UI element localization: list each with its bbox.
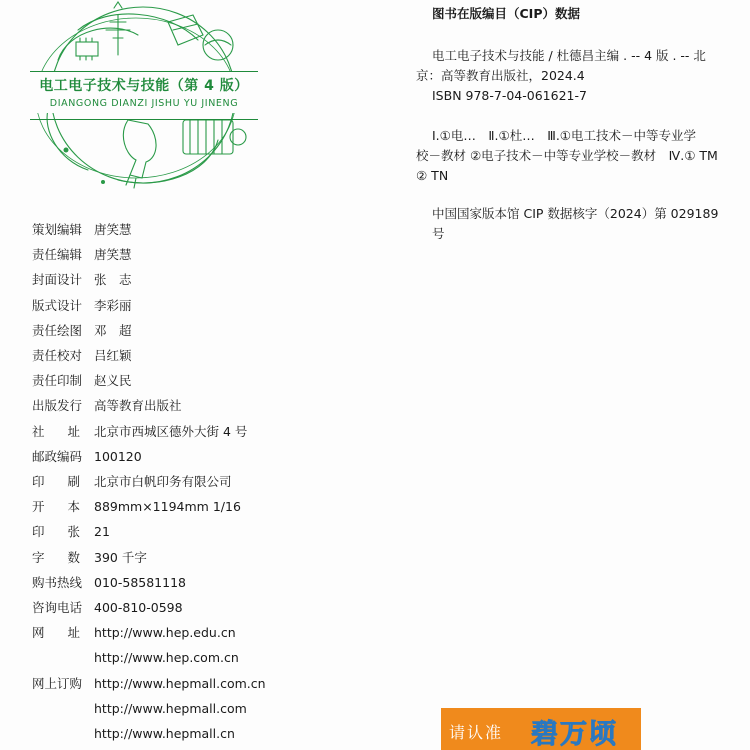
- credit-value: 100120: [94, 448, 142, 464]
- book-title: 电工电子技术与技能（第 4 版）: [39, 78, 249, 94]
- credit-label: 责任印制: [32, 373, 83, 389]
- credit-value: 邓 超: [94, 322, 132, 338]
- credit-row: [32, 524, 110, 540]
- credit-row: [32, 449, 142, 465]
- credit-row: [32, 348, 132, 364]
- credit-label: 印张: [32, 524, 80, 540]
- credit-row: [32, 726, 235, 742]
- credit-label: 封面设计: [32, 272, 83, 288]
- credit-value: 张 志: [94, 272, 132, 288]
- stamp-big-text: 碧万顷: [531, 719, 618, 750]
- credit-value: 唐笑慧: [94, 222, 132, 237]
- credit-value: 400-810-0598: [94, 600, 183, 615]
- credit-label: 开本: [32, 499, 80, 515]
- credit-row: [32, 575, 186, 591]
- credit-row: [32, 272, 132, 288]
- credit-label: 责任绘图: [32, 322, 83, 338]
- credit-row: [32, 323, 132, 339]
- cip-block: [416, 4, 732, 244]
- credit-value: 21: [94, 524, 110, 540]
- credit-value: http://www.hepmall.com: [94, 700, 247, 716]
- credit-row: [32, 676, 266, 692]
- credit-label: 版式设计: [32, 297, 83, 313]
- cip-header: 图书在版编目（CIP）数据: [432, 6, 580, 21]
- cip-class-3: ② TN: [416, 168, 449, 183]
- cip-isbn: ISBN 978-7-04-061621-7: [432, 88, 587, 103]
- credit-value: 高等教育出版社: [94, 398, 182, 414]
- credit-value: http://www.hepmall.cn: [94, 726, 235, 741]
- credit-label: 咨询电话: [32, 600, 83, 615]
- credit-row: [32, 550, 147, 566]
- credit-row: [32, 398, 182, 414]
- credit-row: [32, 298, 132, 314]
- credit-label: 印刷: [32, 474, 80, 489]
- title-block: [30, 72, 258, 113]
- credit-value: 390 千字: [94, 549, 147, 565]
- credit-value: http://www.hepmall.com.cn: [94, 675, 266, 691]
- credit-value: 唐笑慧: [94, 247, 132, 263]
- credit-value: 889mm×1194mm 1/16: [94, 499, 241, 515]
- credit-row: [32, 222, 132, 238]
- credit-row: [32, 247, 132, 263]
- credit-value: 010-58581118: [94, 574, 186, 590]
- credit-row: [32, 474, 232, 490]
- credit-label: 社址: [32, 423, 80, 439]
- credit-label: 购书热线: [32, 574, 83, 590]
- credit-row: [32, 499, 241, 515]
- cip-approval: 中国国家版本馆 CIP 数据核字（2024）第 029189 号: [432, 206, 719, 241]
- credit-label: 网址: [32, 625, 80, 641]
- cip-class-1: Ⅰ.①电… Ⅱ.①杜… Ⅲ.①电工技术－中等专业学: [432, 128, 696, 143]
- credit-row: [32, 625, 236, 641]
- credit-row: [32, 701, 247, 717]
- credit-label: 字数: [32, 549, 80, 565]
- credit-value: 北京市白帆印务有限公司: [94, 474, 232, 489]
- credit-value: 北京市西城区德外大街 4 号: [94, 423, 248, 439]
- credit-row: [32, 650, 239, 666]
- credit-label: 策划编辑: [32, 222, 83, 237]
- book-pinyin: DIANGONG DIANZI JISHU YU JINENG: [49, 98, 239, 109]
- credit-label: 邮政编码: [32, 448, 83, 464]
- credit-value: 吕红颖: [94, 348, 132, 363]
- credit-label: 责任编辑: [32, 247, 83, 263]
- title-bottom-rule: [30, 119, 258, 120]
- credit-label: 出版发行: [32, 398, 83, 414]
- credit-value: http://www.hep.com.cn: [94, 650, 239, 666]
- stamp-small-text: 请认准: [449, 723, 504, 742]
- cip-class-2: 校－教材 ②电子技术－中等专业学校－教材 Ⅳ.① TM: [416, 148, 718, 163]
- credit-row: [32, 600, 183, 616]
- credit-value: 李彩丽: [94, 297, 132, 313]
- seller-stamp: [441, 708, 641, 750]
- credit-label: 责任校对: [32, 348, 83, 363]
- cip-line-2: 京：高等教育出版社，2024.4: [416, 68, 585, 83]
- credit-label: 网上订购: [32, 675, 83, 691]
- credit-value: 赵义民: [94, 373, 132, 389]
- cip-line-1: 电工电子技术与技能 / 杜德昌主编 . -- 4 版 . -- 北: [432, 48, 706, 63]
- credit-value: http://www.hep.edu.cn: [94, 625, 236, 641]
- credit-row: [32, 373, 132, 389]
- credit-row: [32, 424, 247, 440]
